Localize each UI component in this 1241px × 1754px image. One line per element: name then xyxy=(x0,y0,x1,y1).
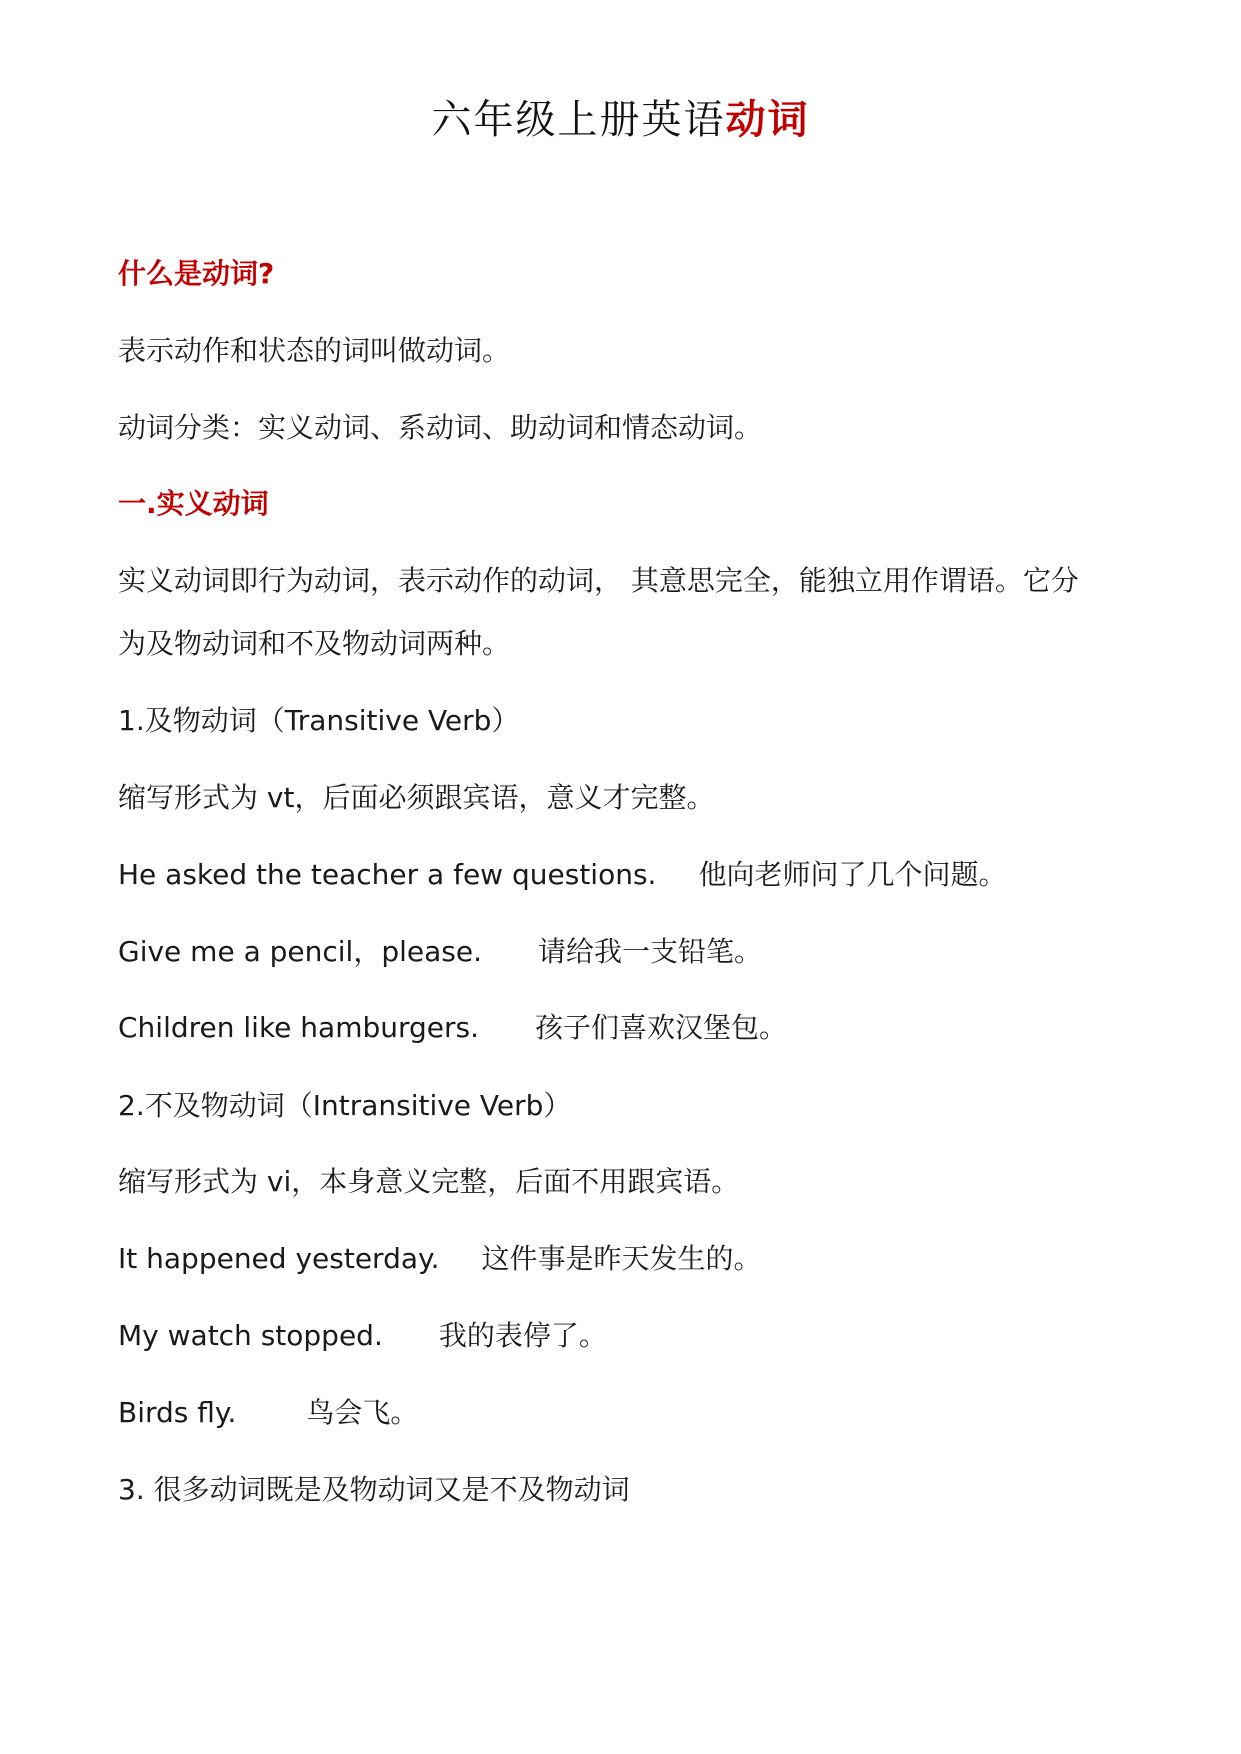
example-sentence xyxy=(118,857,1006,893)
transitive-verb-description: 缩写形式为 vt，后面必须跟宾语，意义才完整。 xyxy=(118,781,715,814)
example-english: Birds fly. xyxy=(118,1396,237,1429)
verb-classification: 动词分类：实义动词、系动词、助动词和情态动词。 xyxy=(118,411,763,444)
page-title-main: 六年级上册英语 xyxy=(431,97,726,143)
example-sentence xyxy=(118,1241,762,1277)
example-english: He asked the teacher a few questions. xyxy=(118,858,657,891)
example-chinese: 他向老师问了几个问题。 xyxy=(698,858,1007,891)
heading-notional-verbs: 一.实义动词 xyxy=(118,487,269,520)
intransitive-verb-description: 缩写形式为 vi，本身意义完整，后面不用跟宾语。 xyxy=(118,1165,740,1198)
verb-definition: 表示动作和状态的词叫做动词。 xyxy=(118,334,511,367)
dual-verb-title: 3. 很多动词既是及物动词又是不及物动词 xyxy=(118,1473,630,1506)
example-sentence xyxy=(118,1395,418,1431)
notional-verb-intro-line-2: 为及物动词和不及物动词两种。 xyxy=(118,627,511,660)
example-sentence xyxy=(118,934,762,970)
example-english: It happened yesterday. xyxy=(118,1242,440,1275)
example-chinese: 请给我一支铅笔。 xyxy=(538,935,763,968)
example-english: My watch stopped. xyxy=(118,1319,383,1352)
example-chinese: 鸟会飞。 xyxy=(306,1396,419,1429)
page-title-highlight: 动词 xyxy=(725,97,810,143)
example-english: Give me a pencil，please. xyxy=(118,935,482,968)
intransitive-verb-title: 2.不及物动词（Intransitive Verb） xyxy=(118,1089,572,1122)
example-sentence xyxy=(118,1318,607,1354)
example-chinese: 这件事是昨天发生的。 xyxy=(481,1242,762,1275)
page-title xyxy=(0,88,1241,145)
heading-what-is-verb: 什么是动词? xyxy=(118,257,275,290)
example-chinese: 我的表停了。 xyxy=(438,1319,607,1352)
transitive-verb-title: 1.及物动词（Transitive Verb） xyxy=(118,704,520,737)
example-chinese: 孩子们喜欢汉堡包。 xyxy=(535,1011,788,1044)
example-english: Children like hamburgers. xyxy=(118,1011,480,1044)
notional-verb-intro-line-1: 实义动词即行为动词，表示动作的动词， 其意思完全，能独立用作谓语。它分 xyxy=(118,564,1079,597)
example-sentence xyxy=(118,1010,787,1046)
